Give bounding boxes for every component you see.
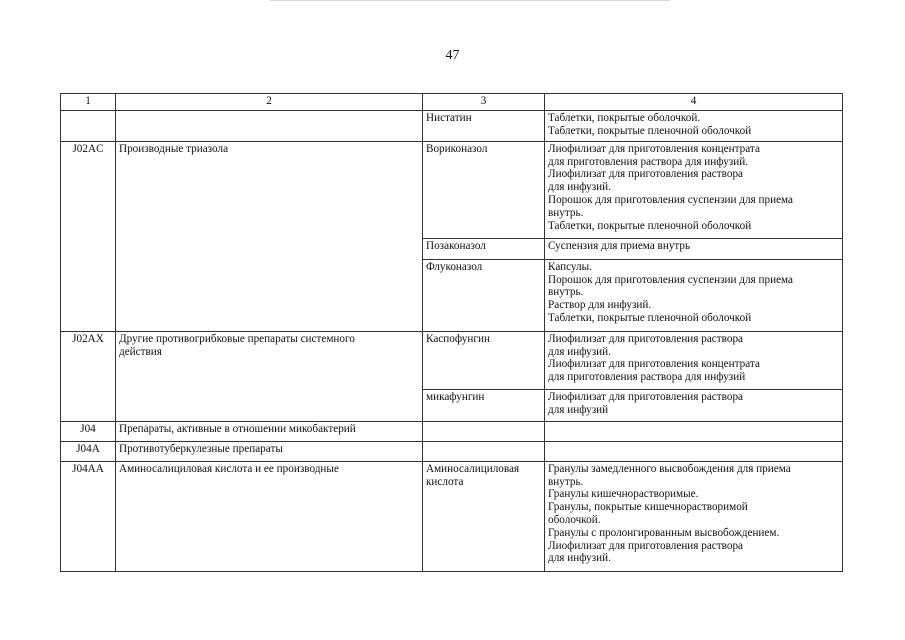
atc-code-cell: J04AA [61, 461, 116, 571]
page-number: 47 [445, 48, 460, 63]
substance-cell: Флуконазол [423, 259, 545, 331]
dosage-forms-cell: Лиофилизат для приготовления раствора для инфузий. Лиофилизат для приготовления концентрата для приготовления раствора для инфузий [545, 331, 843, 389]
dosage-forms-cell: Гранулы замедленного высвобождения для приема внутрь. Гранулы кишечнорастворимые. Гранулы, покрытые кишечнорастворимой оболочкой. Гранулы с пролонгированным высвобождением. Лиофилизат для приготовления раствора для инфузий. [545, 461, 843, 571]
dosage-forms-cell: Лиофилизат для приготовления концентрата для приготовления раствора для инфузий. Лиофилизат для приготовления раствора для инфузий. Порошок для приготовления суспензии для приема внутрь. Таблетки, покрытые пленочной оболочкой [545, 141, 843, 238]
substance-cell [423, 421, 545, 441]
group-cell: Аминосалициловая кислота и ее производные [116, 461, 423, 571]
dosage-forms-cell: Капсулы. Порошок для приготовления суспензии для приема внутрь. Раствор для инфузий. Таблетки, покрытые пленочной оболочкой [545, 259, 843, 331]
substance-cell: микафунгин [423, 389, 545, 421]
table-header-row [61, 94, 843, 111]
substance-cell: Позаконазол [423, 238, 545, 259]
substance-cell: Вориконазол [423, 141, 545, 238]
atc-code-cell: J02AX [61, 331, 116, 421]
group-cell [116, 110, 423, 141]
atc-code-cell: J02AC [61, 141, 116, 331]
table-row [61, 331, 843, 389]
substance-cell [423, 441, 545, 461]
substance-cell: Аминосалициловая кислота [423, 461, 545, 571]
dosage-forms-cell: Таблетки, покрытые оболочкой. Таблетки, покрытые пленочной оболочкой [545, 110, 843, 141]
header-col-3: 3 [423, 94, 545, 111]
header-col-1: 1 [61, 94, 116, 111]
dosage-forms-cell: Лиофилизат для приготовления раствора для инфузий [545, 389, 843, 421]
dosage-forms-cell: Суспензия для приема внутрь [545, 238, 843, 259]
table-row [61, 421, 843, 441]
table-row [61, 461, 843, 571]
atc-code-cell [61, 110, 116, 141]
drug-table [60, 93, 843, 572]
atc-code-cell: J04 [61, 421, 116, 441]
atc-code-cell: J04A [61, 441, 116, 461]
table-row [61, 441, 843, 461]
top-edge-line [270, 0, 670, 1]
header-col-2: 2 [116, 94, 423, 111]
group-cell: Другие противогрибковые препараты системного действия [116, 331, 423, 421]
table-row [61, 141, 843, 238]
dosage-forms-cell [545, 421, 843, 441]
group-cell: Производные триазола [116, 141, 423, 331]
dosage-forms-cell [545, 441, 843, 461]
group-cell: Противотуберкулезные препараты [116, 441, 423, 461]
group-cell: Препараты, активные в отношении микобактерий [116, 421, 423, 441]
table-row [61, 110, 843, 141]
header-col-4: 4 [545, 94, 843, 111]
substance-cell: Нистатин [423, 110, 545, 141]
substance-cell: Каспофунгин [423, 331, 545, 389]
